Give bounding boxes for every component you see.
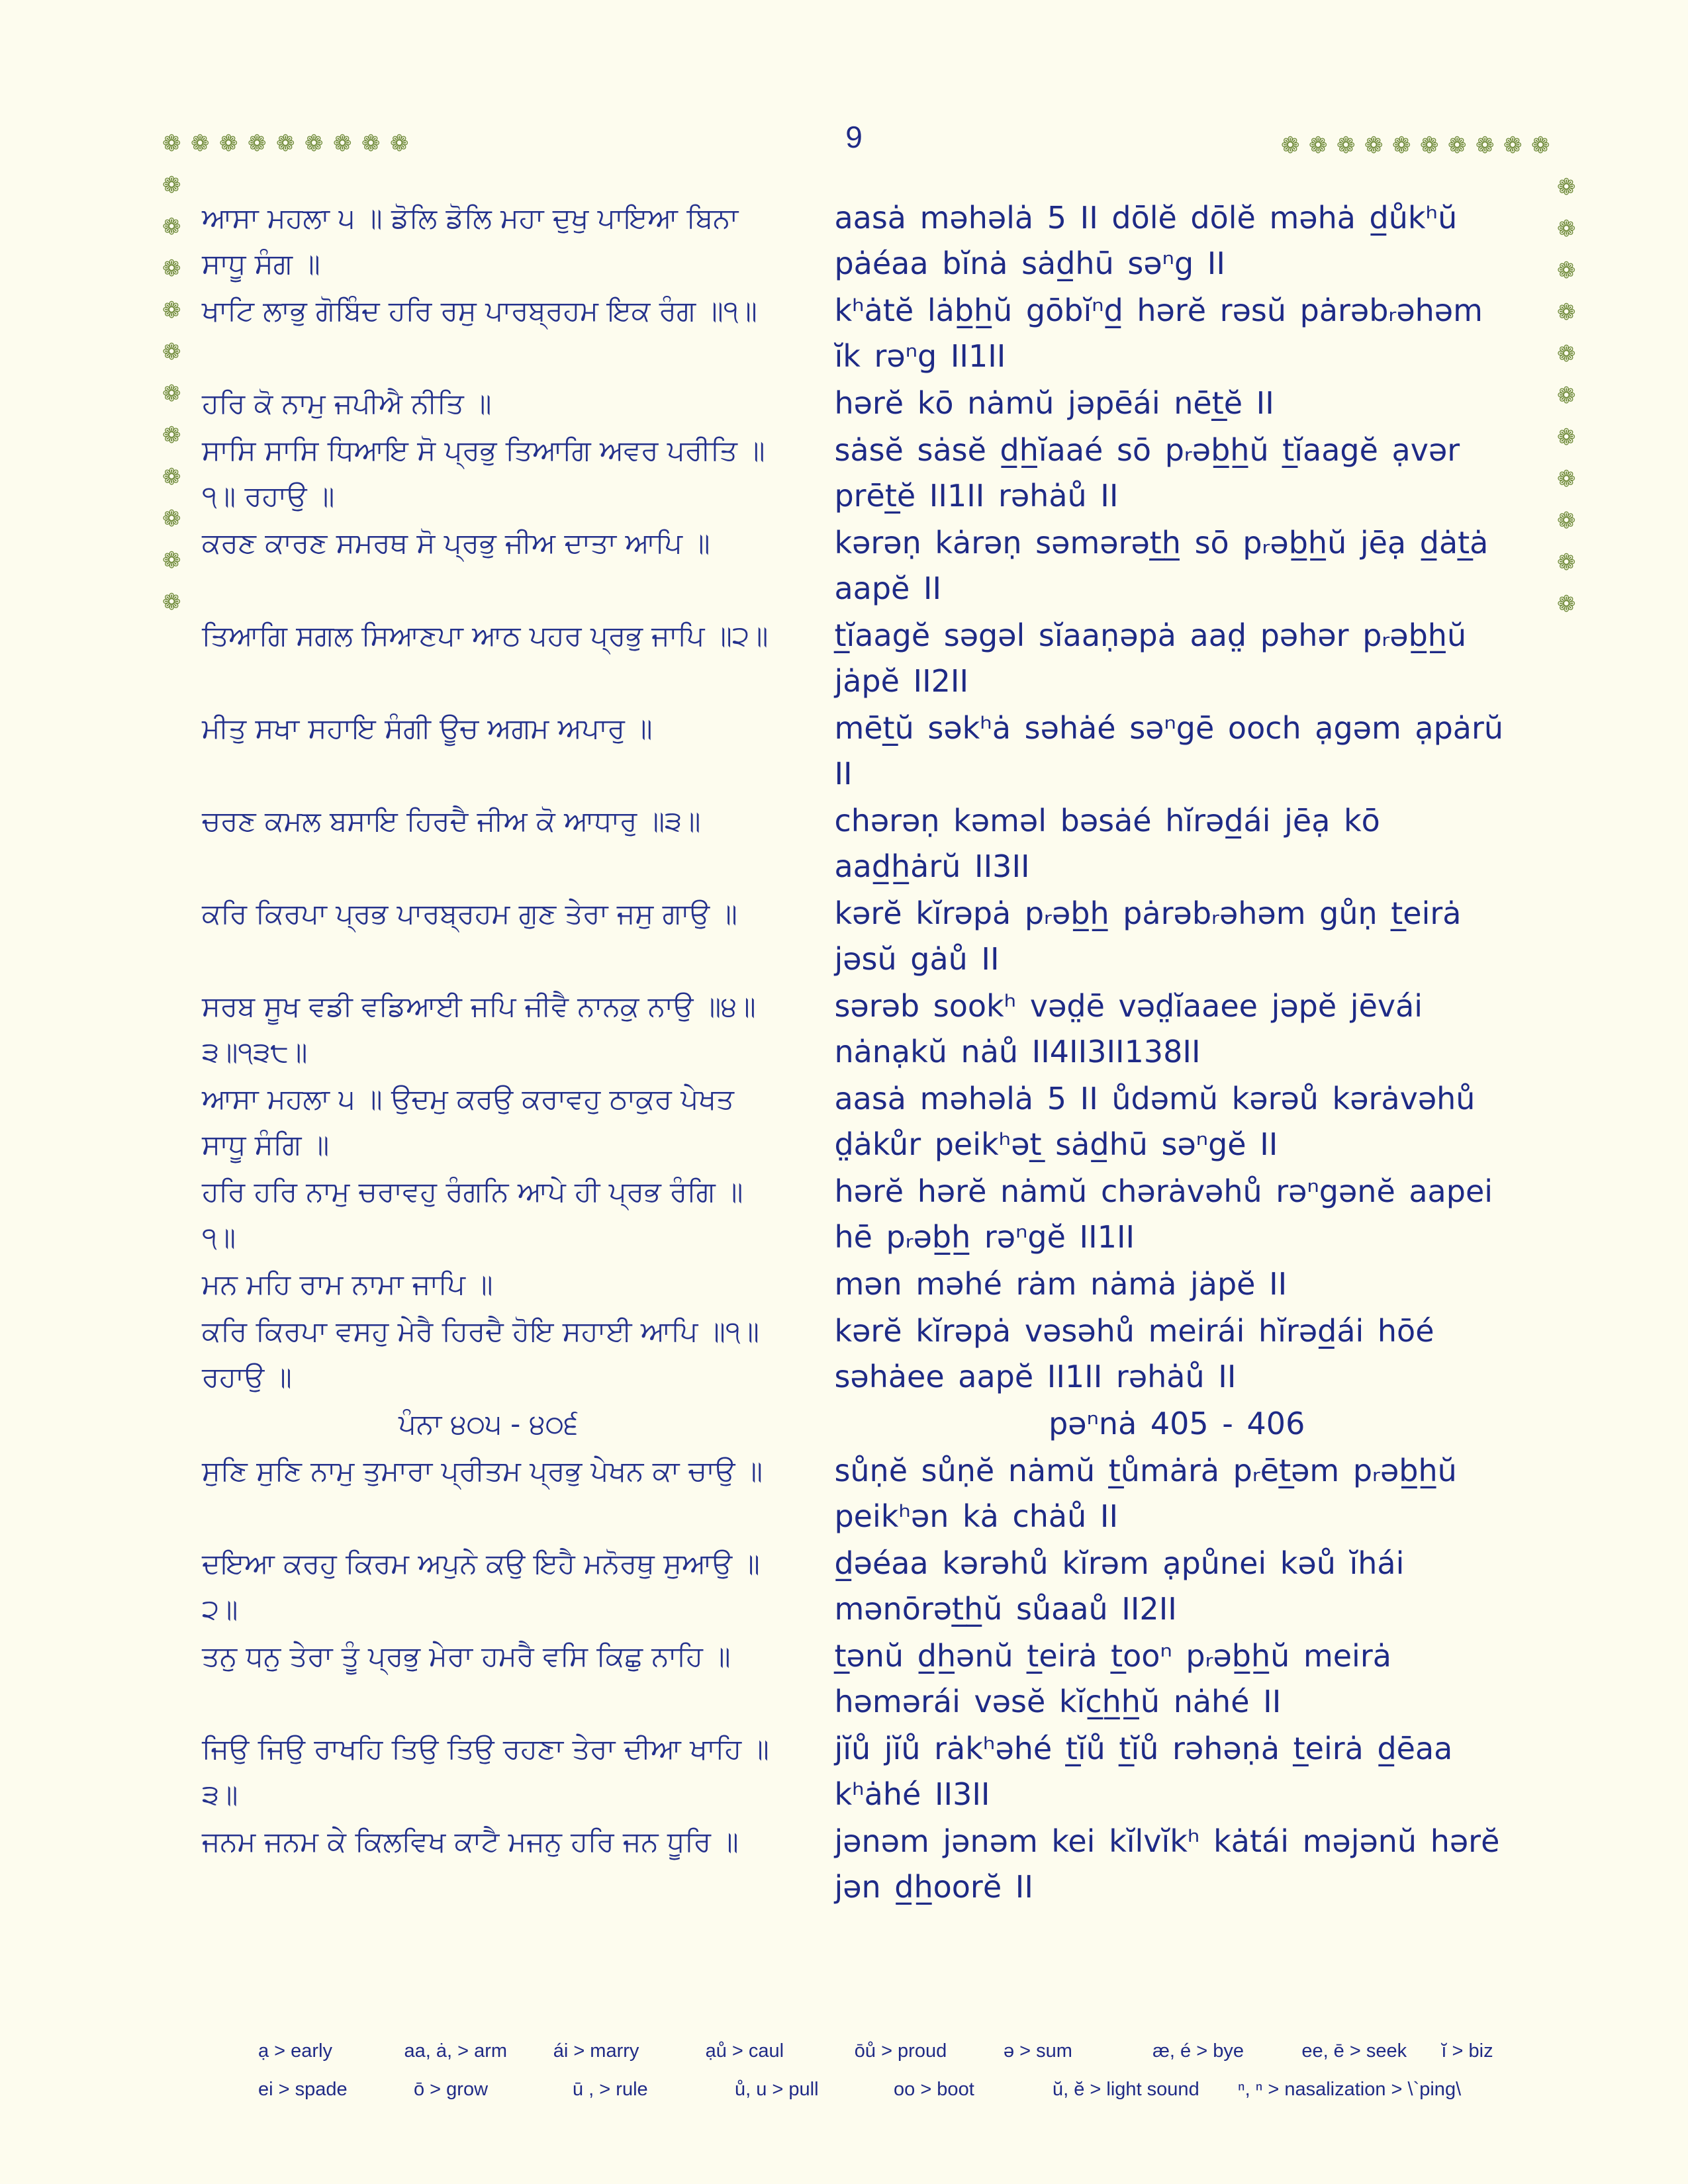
flower-ornament-icon: ❁ bbox=[1476, 132, 1495, 159]
legend-row bbox=[258, 2070, 1516, 2109]
transliteration-text: aasȧ məhəlȧ 5 II dōlĕ dōlĕ məhȧ d̲ůkʰŭ pȧéaa bĭnȧ sȧd̲hū səⁿg II bbox=[834, 200, 1458, 281]
flower-ornament-icon: ❁ bbox=[1309, 132, 1328, 159]
flower-ornament-icon: ❁ bbox=[276, 130, 295, 157]
flower-ornament-icon: ❁ bbox=[1364, 132, 1383, 159]
transliteration-text: t̲ĭaagĕ səgəl sĭaaṇəpȧ aad̤ pəhər pᵣəb̲h̲ŭ jȧpĕ II2II bbox=[834, 617, 1467, 699]
legend-item: ei > spade bbox=[258, 2078, 348, 2100]
verse-row bbox=[202, 1726, 1519, 1817]
flower-ornament-icon: ❁ bbox=[361, 130, 381, 157]
flower-ornament-icon: ❁ bbox=[333, 130, 352, 157]
transliteration-text: mən məhé rȧm nȧmȧ jȧpĕ II bbox=[834, 1266, 1288, 1302]
legend-row bbox=[258, 2032, 1516, 2070]
flower-ornament-icon: ❁ bbox=[162, 214, 181, 240]
transliteration-text: aasȧ məhəlȧ 5 II ůdəmŭ kərəů kərȧvəhů d̤ȧkůr peikʰət̲ sȧd̲hū səⁿgĕ II bbox=[834, 1081, 1476, 1162]
flower-ornament-icon: ❁ bbox=[162, 381, 181, 407]
verse-row bbox=[202, 1633, 1519, 1725]
verse-row bbox=[202, 288, 1519, 379]
verse-table bbox=[202, 195, 1519, 1911]
gurmukhi-text: ਮਨ ਮਹਿ ਰਾਮ ਨਾਮਾ ਜਾਪਿ ॥ bbox=[202, 1268, 493, 1300]
gurmukhi-text: ਕਰਿ ਕਿਰਪਾ ਵਸਹੁ ਮੇਰੈ ਹਿਰਦੈ ਹੋਇ ਸਹਾਈ ਆਪਿ ॥੧॥ ਰਹਾਉ ॥ bbox=[202, 1315, 759, 1393]
verse-row bbox=[202, 381, 1519, 426]
pronunciation-legend bbox=[258, 2032, 1516, 2109]
verse-row bbox=[202, 613, 1519, 704]
flower-ornament-icon: ❁ bbox=[1557, 257, 1576, 284]
flower-ornament-icon: ❁ bbox=[1448, 132, 1467, 159]
verse-row bbox=[202, 1448, 1519, 1539]
flower-ornament-icon: ❁ bbox=[1557, 508, 1576, 534]
gurmukhi-text: ਜਨਮ ਜਨਮ ਕੇ ਕਿਲਵਿਖ ਕਾਟੈ ਮਜਨੁ ਹਰਿ ਜਨ ਧੂਰਿ ॥ bbox=[202, 1825, 739, 1858]
transliteration-text: kərĕ kĭrəpȧ vəsəhů meirái hĭrəd̲ái hōé səhȧee aapĕ II1II rəhȧů II bbox=[834, 1313, 1434, 1394]
flower-ornament-icon: ❁ bbox=[1420, 132, 1439, 159]
legend-item: aa, ȧ, > arm bbox=[404, 2040, 508, 2062]
gurmukhi-text: ਦਇਆ ਕਰਹੁ ਕਿਰਮ ਅਪੁਨੇ ਕਉ ਇਹੈ ਮਨੋਰਥੁ ਸੁਆਉ ॥੨॥ bbox=[202, 1547, 760, 1625]
page-number: 9 bbox=[845, 120, 863, 154]
gurmukhi-text: ਕਰਿ ਕਿਰਪਾ ਪ੍ਰਭ ਪਾਰਬ੍ਰਹਮ ਗੁਣ ਤੇਰਾ ਜਸੁ ਗਾਉ ॥ bbox=[202, 897, 737, 930]
transliteration-text: sərəb sookʰ vəd̤ē vəd̤ĭaaee jəpĕ jēvái nȧnạkŭ nȧů II4II3II138II bbox=[834, 988, 1423, 1069]
verse-row bbox=[202, 705, 1519, 797]
transliteration-text: d̲əéaa kərəhů kĭrəm ạpůnei kəů ĭhái mənōrət̲h̲ŭ sůaaů II2II bbox=[834, 1545, 1405, 1627]
transliteration-text: kərəṇ kȧrəṇ səmərət̲h̲ sō pᵣəb̲h̲ŭ jēạ d̲ȧt̲ȧ aapĕ II bbox=[834, 525, 1489, 606]
flower-ornament-icon: ❁ bbox=[162, 506, 181, 532]
flower-ornament-icon: ❁ bbox=[162, 130, 181, 157]
flower-ornament-icon: ❁ bbox=[1557, 424, 1576, 451]
gurmukhi-text: ਤਿਆਗਿ ਸਗਲ ਸਿਆਣਪਾ ਆਠ ਪਹਰ ਪ੍ਰਭੁ ਜਾਪਿ ॥੨॥ bbox=[202, 619, 769, 652]
gurmukhi-text: ਚਰਣ ਕਮਲ ਬਸਾਇ ਹਿਰਦੈ ਜੀਅ ਕੋ ਆਧਾਰੁ ॥੩॥ bbox=[202, 805, 701, 837]
flower-ornament-icon: ❁ bbox=[1281, 132, 1300, 159]
verse-row bbox=[202, 1541, 1519, 1632]
flower-ornament-icon: ❁ bbox=[162, 589, 181, 615]
transliteration-text: jĭů jĭů rȧkʰəhé t̲ĭů t̲ĭů rəhəṇȧ t̲eirȧ d̲ēaa kʰȧhé II3II bbox=[834, 1731, 1453, 1812]
legend-item: ái > marry bbox=[553, 2040, 639, 2062]
verse-row bbox=[202, 520, 1519, 612]
flower-ornament-icon: ❁ bbox=[1557, 216, 1576, 242]
flower-ornament-icon: ❁ bbox=[1531, 132, 1550, 159]
transliteration-text: hərĕ hərĕ nȧmŭ chərȧvəhů rəⁿgənĕ aapei hē pᵣəb̲h̲ rəⁿgĕ II1II bbox=[834, 1173, 1493, 1255]
gurmukhi-text: ਮੀਤੁ ਸਖਾ ਸਹਾਇ ਸੰਗੀ ਊਚ ਅਗਮ ਅਪਾਰੁ ॥ bbox=[202, 712, 653, 745]
legend-item: ee, ē > seek bbox=[1301, 2040, 1407, 2062]
flower-ornament-icon: ❁ bbox=[1557, 549, 1576, 576]
verse-row bbox=[202, 798, 1519, 889]
flower-ornament-icon: ❁ bbox=[1557, 174, 1576, 201]
verse-row bbox=[202, 1076, 1519, 1167]
verse-row bbox=[202, 428, 1519, 519]
legend-item: ⁿ, ⁿ > nasalization > \`ping\ bbox=[1238, 2078, 1462, 2100]
verse-row bbox=[202, 1308, 1519, 1400]
transliteration-text: t̲ənŭ d̲h̲ənŭ t̲eirȧ t̲ooⁿ pᵣəb̲h̲ŭ meirȧ həmərái vəsĕ kĭc̲h̲h̲ŭ nȧhé II bbox=[834, 1638, 1391, 1719]
gurmukhi-text: ਕਰਣ ਕਾਰਣ ਸਮਰਥ ਸੋ ਪ੍ਰਭੁ ਜੀਅ ਦਾਤਾ ਆਪਿ ॥ bbox=[202, 527, 710, 559]
transliteration-text: pəⁿnȧ 405 - 406 bbox=[1049, 1406, 1305, 1441]
gurmukhi-text: ਪੰਨਾ ੪੦੫ - ੪੦੬ bbox=[398, 1408, 579, 1440]
gurmukhi-text: ਜਿਉ ਜਿਉ ਰਾਖਹਿ ਤਿਉ ਤਿਉ ਰਹਣਾ ਤੇਰਾ ਦੀਆ ਖਾਹਿ ॥੩॥ bbox=[202, 1733, 769, 1811]
legend-item: ŭ, ĕ > light sound bbox=[1053, 2078, 1199, 2100]
transliteration-text: sȧsĕ sȧsĕ d̲h̲ĭaaé sō pᵣəb̲h̲ŭ t̲ĭaagĕ ạvər prēt̲ĕ II1II rəhȧů II bbox=[834, 432, 1460, 514]
flower-ornament-icon: ❁ bbox=[219, 130, 238, 157]
flower-ornament-icon: ❁ bbox=[305, 130, 324, 157]
flower-ornament-icon: ❁ bbox=[162, 422, 181, 449]
legend-item: ə > sum bbox=[1003, 2040, 1072, 2062]
legend-item: ů, u > pull bbox=[735, 2078, 819, 2100]
flower-ornament-icon: ❁ bbox=[162, 255, 181, 282]
gurmukhi-text: ਸਰਬ ਸੂਖ ਵਡੀ ਵਡਿਆਈ ਜਪਿ ਜੀਵੈ ਨਾਨਕੁ ਨਾਉ ॥੪॥੩॥੧੩੮॥ bbox=[202, 990, 756, 1068]
flower-ornament-icon: ❁ bbox=[1557, 591, 1576, 617]
flower-ornament-icon: ❁ bbox=[1557, 383, 1576, 409]
transliteration-text: sůṇĕ sůṇĕ nȧmŭ t̲ůmȧrȧ pᵣēt̲əm pᵣəb̲h̲ŭ peikʰən kȧ chȧů II bbox=[834, 1453, 1457, 1534]
page-range-heading bbox=[202, 1401, 1519, 1447]
transliteration-text: hərĕ kō nȧmŭ jəpēái nēt̲ĕ II bbox=[834, 385, 1274, 421]
verse-row bbox=[202, 891, 1519, 982]
verse-row bbox=[202, 1169, 1519, 1260]
gurmukhi-text: ਆਸਾ ਮਹਲਾ ੫ ॥ ਉਦਮੁ ਕਰਉ ਕਰਾਵਹੁ ਠਾਕੁਰ ਪੇਖਤ ਸਾਧੂ ਸੰਗਿ ॥ bbox=[202, 1083, 734, 1161]
flower-ornament-icon: ❁ bbox=[162, 172, 181, 199]
verse-row bbox=[202, 1819, 1519, 1910]
gurmukhi-text: ਹਰਿ ਹਰਿ ਨਾਮੁ ਚਰਾਵਹੁ ਰੰਗਨਿ ਆਪੇ ਹੀ ਪ੍ਰਭ ਰੰਗਿ ॥੧॥ bbox=[202, 1175, 743, 1253]
gurmukhi-text: ਤਨੁ ਧਨੁ ਤੇਰਾ ਤੂੰ ਪ੍ਰਭੁ ਮੇਰਾ ਹਮਰੈ ਵਸਿ ਕਿਛੁ ਨਾਹਿ ॥ bbox=[202, 1640, 731, 1672]
legend-item: ū , > rule bbox=[573, 2078, 648, 2100]
flower-ornament-icon: ❁ bbox=[162, 547, 181, 574]
verse-row bbox=[202, 1261, 1519, 1307]
transliteration-text: mēt̲ŭ səkʰȧ səhȧé səⁿgē ooch ạgəm ạpȧrŭ II bbox=[834, 710, 1504, 792]
legend-item: ōů > proud bbox=[854, 2040, 947, 2062]
transliteration-text: kʰȧtĕ lȧb̲h̲ŭ gōbĭⁿd̲ hərĕ rəsŭ pȧrəbᵣəhəm ĭk rəⁿg II1II bbox=[834, 293, 1483, 374]
verse-row bbox=[202, 983, 1519, 1075]
flower-ornament-icon: ❁ bbox=[162, 297, 181, 324]
flower-ornament-icon: ❁ bbox=[1557, 341, 1576, 367]
flower-ornament-icon: ❁ bbox=[1557, 299, 1576, 326]
legend-item: ạů > caul bbox=[705, 2040, 784, 2062]
flower-ornament-icon: ❁ bbox=[1557, 466, 1576, 492]
flower-ornament-icon: ❁ bbox=[1336, 132, 1356, 159]
gurmukhi-text: ਆਸਾ ਮਹਲਾ ੫ ॥ ਡੋਲਿ ਡੋਲਿ ਮਹਾ ਦੁਖੁ ਪਾਇਆ ਬਿਨਾ ਸਾਧੂ ਸੰਗ ॥ bbox=[202, 202, 739, 280]
flower-ornament-icon: ❁ bbox=[1503, 132, 1523, 159]
gurmukhi-text: ਸਾਸਿ ਸਾਸਿ ਧਿਆਇ ਸੋ ਪ੍ਰਭੁ ਤਿਆਗਿ ਅਵਰ ਪਰੀਤਿ ॥੧॥ ਰਹਾਉ ॥ bbox=[202, 434, 765, 512]
flower-ornament-icon: ❁ bbox=[390, 130, 409, 157]
flower-ornament-icon: ❁ bbox=[162, 464, 181, 490]
legend-item: ĭ > biz bbox=[1441, 2040, 1493, 2062]
flower-ornament-icon: ❁ bbox=[248, 130, 267, 157]
gurmukhi-text: ਸੁਣਿ ਸੁਣਿ ਨਾਮੁ ਤੁਮਾਰਾ ਪ੍ਰੀਤਮ ਪ੍ਰਭੁ ਪੇਖਨ ਕਾ ਚਾਉ ॥ bbox=[202, 1455, 763, 1487]
legend-item: ạ > early bbox=[258, 2040, 333, 2062]
gurmukhi-text: ਹਰਿ ਕੋ ਨਾਮੁ ਜਪੀਐ ਨੀਤਿ ॥ bbox=[202, 387, 492, 420]
legend-item: ō > grow bbox=[414, 2078, 489, 2100]
transliteration-text: kərĕ kĭrəpȧ pᵣəb̲h̲ pȧrəbᵣəhəm gůṇ t̲eirȧ jəsŭ gȧů II bbox=[834, 895, 1462, 977]
verse-row bbox=[202, 195, 1519, 287]
flower-ornament-icon: ❁ bbox=[162, 339, 181, 365]
transliteration-text: chərəṇ kəməl bəsȧé hĭrəd̲ái jēạ kō aad̲h̲ȧrŭ II3II bbox=[834, 803, 1380, 884]
flower-ornament-icon: ❁ bbox=[1392, 132, 1411, 159]
gurmukhi-text: ਖਾਟਿ ਲਾਭੁ ਗੋਬਿੰਦ ਹਰਿ ਰਸੁ ਪਾਰਬ੍ਰਹਮ ਇਕ ਰੰਗ ॥੧॥ bbox=[202, 295, 757, 327]
legend-item: æ, é > bye bbox=[1152, 2040, 1244, 2062]
flower-ornament-icon: ❁ bbox=[191, 130, 210, 157]
transliteration-text: jənəm jənəm kei kĭlvĭkʰ kȧtái məjənŭ hərĕ jən d̲h̲oorĕ II bbox=[834, 1823, 1500, 1905]
legend-item: oo > boot bbox=[894, 2078, 974, 2100]
